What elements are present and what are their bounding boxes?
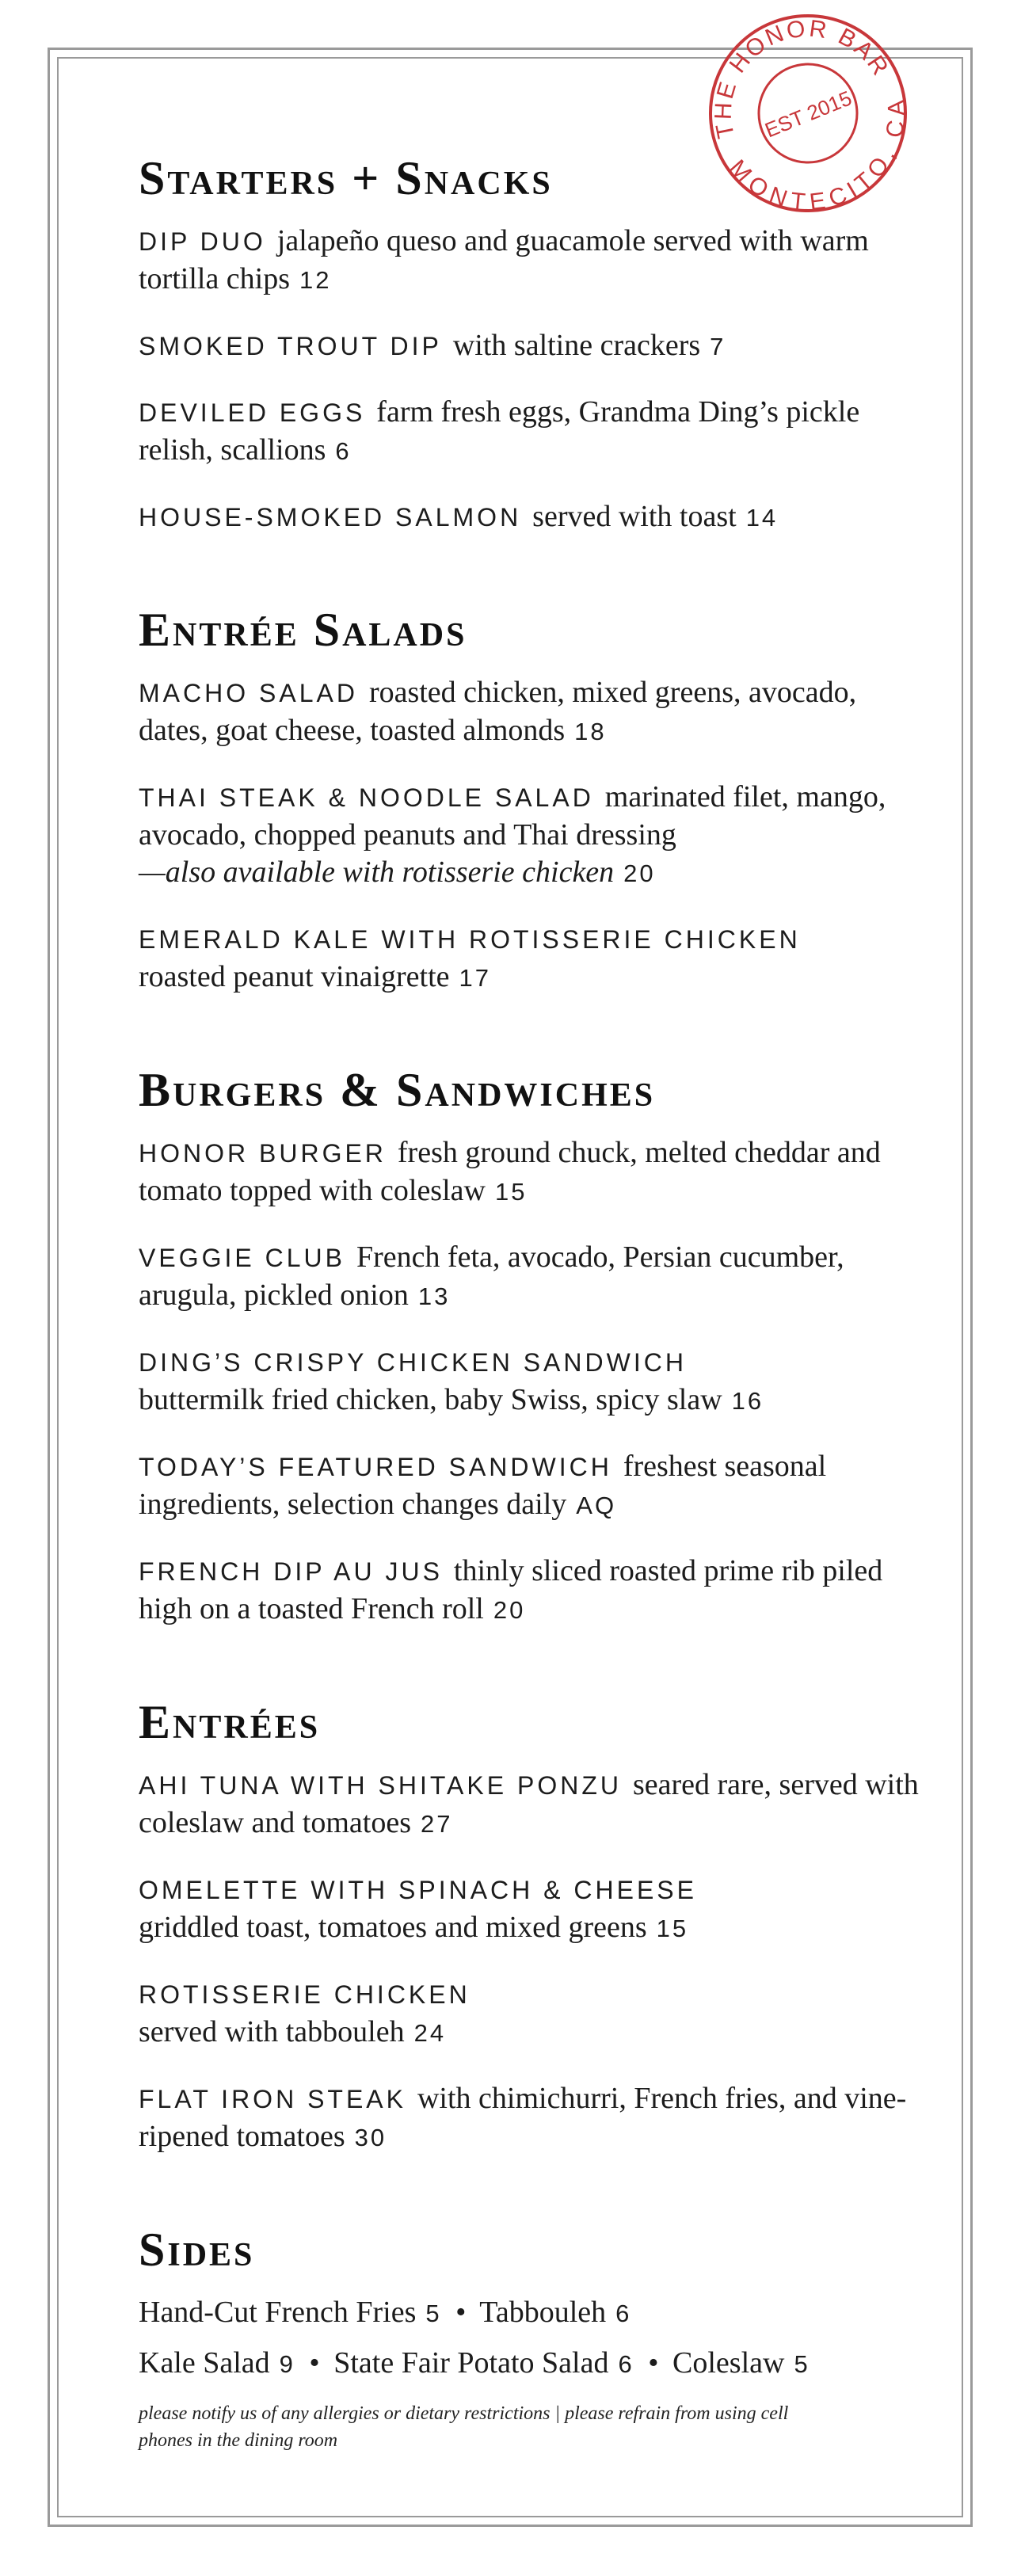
side-price: 5 [794, 2350, 810, 2378]
item-description: jalapeño queso and guacamole served with warm tortilla chips [139, 224, 869, 295]
item-price: 30 [354, 2124, 387, 2151]
menu-item [139, 1976, 923, 2052]
item-description: buttermilk fried chicken, baby Swiss, spicy slaw [139, 1383, 722, 1416]
item-name: EMERALD KALE WITH ROTISSERIE CHICKEN [139, 925, 801, 954]
section-title: Entrée Salads [139, 604, 467, 656]
item-description: roasted chicken, mixed greens, avocado, dates, goat cheese, toasted almonds [139, 676, 857, 747]
menu-item [139, 394, 923, 470]
side-price: 5 [425, 2300, 442, 2327]
item-name: AHI TUNA WITH SHITAKE PONZU [139, 1771, 622, 1800]
menu-item [139, 1766, 923, 1842]
item-description: fresh ground chuck, melted cheddar and tomato topped with coleslaw [139, 1136, 881, 1207]
menu-item [139, 674, 923, 750]
item-name: ROTISSERIE CHICKEN [139, 1980, 470, 2009]
item-name: HOUSE-SMOKED SALMON [139, 503, 522, 532]
item-price: 16 [731, 1387, 764, 1415]
bullet-separator: • [648, 2346, 659, 2380]
item-name: DEVILED EGGS [139, 398, 366, 427]
item-price: 24 [413, 2019, 447, 2047]
item-name: OMELETTE WITH SPINACH & CHEESE [139, 1876, 697, 1904]
side-name: State Fair Potato Salad [333, 2346, 609, 2380]
sides-line [139, 2345, 923, 2383]
menu-item [139, 223, 923, 299]
item-name: DING’S CRISPY CHICKEN SANDWICH [139, 1348, 687, 1377]
item-price: AQ [576, 1492, 617, 1519]
item-price: 20 [493, 1596, 526, 1624]
item-name: THAI STEAK & NOODLE SALAD [139, 783, 594, 812]
menu-item [139, 1134, 923, 1210]
side-price: 6 [615, 2300, 632, 2327]
bullet-separator: • [455, 2296, 467, 2329]
item-name: DIP DUO [139, 227, 266, 256]
item-description: French feta, avocado, Persian cucumber, arugula, pickled onion [139, 1240, 844, 1312]
menu-item [139, 1343, 923, 1419]
item-description: roasted peanut vinaigrette [139, 960, 450, 993]
stamp-est-text: EST 2015 [761, 86, 855, 143]
section-sides [139, 2226, 923, 2383]
section-entrees [139, 1698, 923, 2156]
item-description: griddled toast, tomatoes and mixed greens [139, 1911, 647, 1944]
item-price: 13 [417, 1282, 451, 1310]
menu-item [139, 779, 923, 892]
bullet-separator: • [309, 2346, 320, 2380]
side-name: Hand-Cut French Fries [139, 2296, 417, 2329]
item-price: 14 [745, 504, 779, 532]
item-price: 17 [459, 964, 491, 992]
section-title: Starters + Snacks [139, 152, 553, 204]
item-description: served with toast [532, 500, 737, 533]
item-price: 7 [710, 333, 726, 360]
item-name: MACHO SALAD [139, 679, 358, 707]
side-price: 6 [618, 2350, 634, 2378]
item-name: FRENCH DIP AU JUS [139, 1557, 443, 1586]
side-name: Coleslaw [672, 2346, 785, 2380]
item-description: farm fresh eggs, Grandma Ding’s pickle relish, scallions [139, 395, 860, 467]
item-name: TODAY’S FEATURED SANDWICH [139, 1453, 612, 1481]
item-price: 18 [574, 718, 607, 745]
section-title: Entrées [139, 1696, 321, 1748]
menu-item [139, 2080, 923, 2156]
section-entree-salads [139, 606, 923, 996]
item-name: SMOKED TROUT DIP [139, 332, 442, 360]
section-burgers-sandwiches [139, 1066, 923, 1629]
menu-item [139, 327, 923, 365]
item-description: marinated filet, mango, avocado, chopped peanuts and Thai dressing [139, 780, 886, 852]
item-description: served with tabbouleh [139, 2015, 405, 2048]
side-price: 9 [279, 2350, 295, 2378]
menu-item [139, 498, 923, 536]
item-description: with saltine crackers [452, 329, 701, 362]
stamp-top-text: THE HONOR BAR [710, 15, 895, 141]
footer-note: please notify us of any allergies or dietary restrictions | please refrain from using cell phones in the dining room [139, 2403, 789, 2451]
section-title: Sides [139, 2224, 255, 2276]
section-title: Burgers & Sandwiches [139, 1064, 656, 1116]
item-description: freshest seasonal ingredients, selection changes daily [139, 1450, 827, 1521]
item-description: thinly sliced roasted prime rib piled high on a toasted French roll [139, 1554, 883, 1625]
menu-item [139, 1448, 923, 1524]
side-name: Tabbouleh [479, 2296, 607, 2329]
sides-line [139, 2294, 923, 2332]
item-price: 27 [421, 1810, 453, 1838]
item-price: 12 [299, 266, 332, 294]
item-note: —also available with rotisserie chicken [139, 855, 615, 889]
item-description: seared rare, served with coleslaw and tomatoes [139, 1768, 919, 1839]
menu-item [139, 1553, 923, 1629]
item-price: 20 [623, 859, 656, 887]
item-price: 6 [335, 437, 352, 465]
item-price: 15 [494, 1178, 528, 1206]
side-name: Kale Salad [139, 2346, 270, 2380]
menu-item [139, 920, 923, 996]
stamp-bottom-text: MONTECITO, CA [723, 97, 911, 216]
item-name: VEGGIE CLUB [139, 1244, 345, 1272]
menu-content [139, 154, 923, 2452]
item-name: HONOR BURGER [139, 1139, 387, 1168]
item-price: 15 [656, 1915, 689, 1942]
item-description: with chimichurri, French fries, and vine-ripened tomatoes [139, 2082, 907, 2153]
menu-item [139, 1871, 923, 1947]
menu-item [139, 1239, 923, 1315]
section-starters [139, 154, 923, 536]
item-name: FLAT IRON STEAK [139, 2085, 406, 2113]
